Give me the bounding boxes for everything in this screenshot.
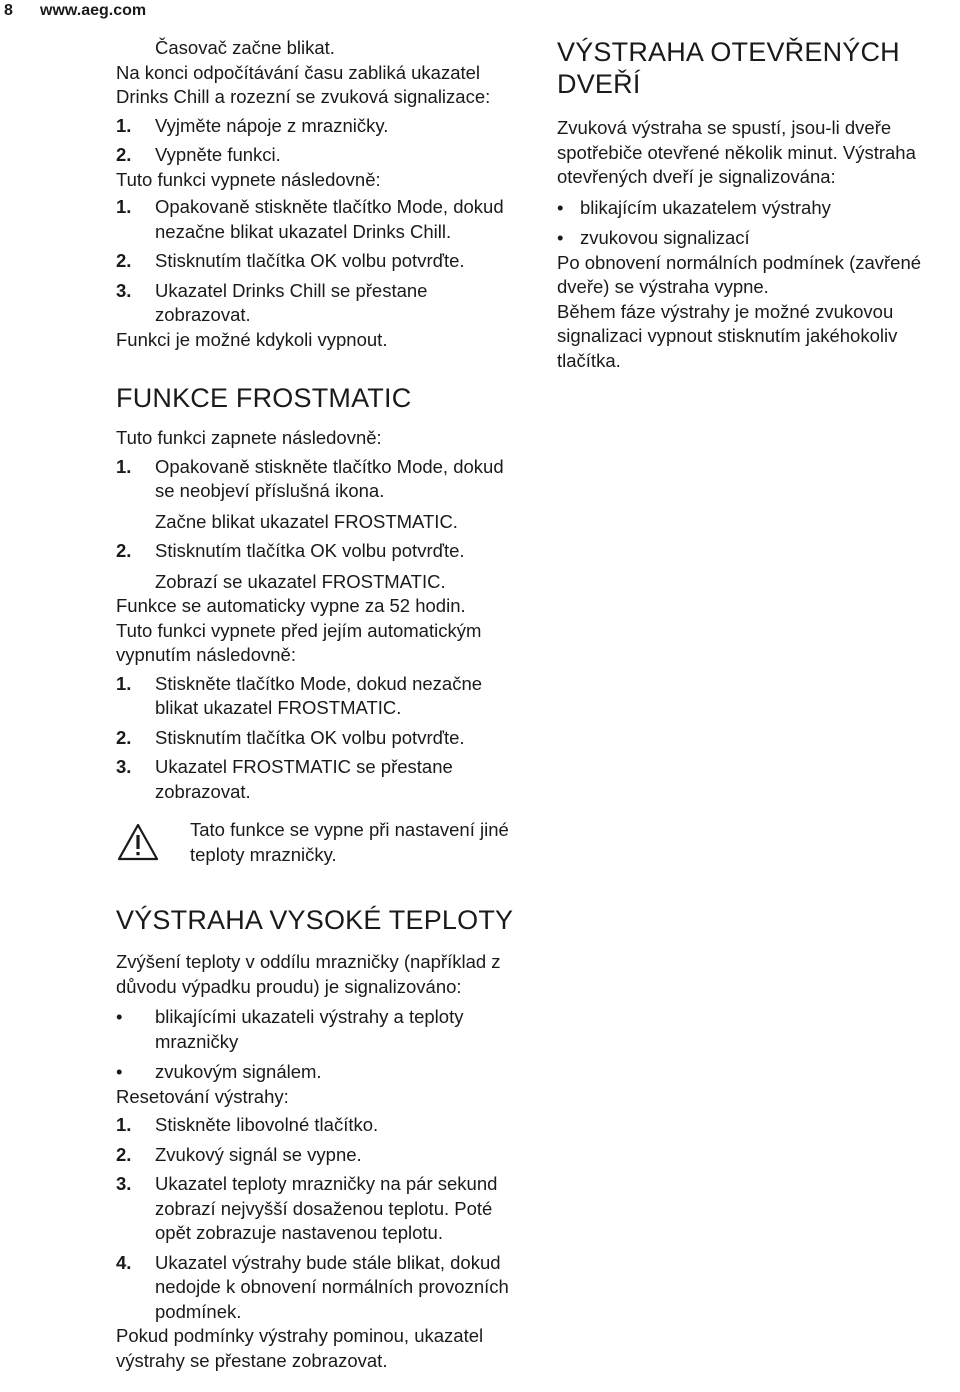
- step-text: Opakovaně stiskněte tlačítko Mode, dokud se neobjeví příslušná ikona.: [155, 455, 504, 501]
- list-item: [557, 196, 952, 221]
- anytime-off-text: Funkci je možné kdykoli vypnout.: [116, 328, 388, 350]
- left-column: [116, 36, 536, 1373]
- list-item: [116, 114, 536, 139]
- step-text: Opakovaně stiskněte tlačítko Mode, dokud nezačne blikat ukazatel Drinks Chill.: [155, 196, 504, 242]
- page-number: 8: [4, 2, 13, 19]
- off-intro-text: Tuto funkci vypnete následovně:: [116, 168, 381, 190]
- step-number: 2.: [116, 144, 132, 165]
- step-number: 2.: [116, 726, 132, 748]
- site-url: www.aeg.com: [40, 2, 147, 19]
- bullet-text: blikajícími ukazateli výstrahy a teploty mrazničky: [155, 1006, 464, 1052]
- step-number: 2.: [116, 540, 132, 561]
- step-number: 1.: [116, 1114, 132, 1135]
- timer-blink-text: Časovač začne blikat.: [155, 37, 335, 58]
- list-item: [116, 249, 536, 274]
- step-text: Ukazatel výstrahy bude stále blikat, dokud nedojde k obnovení normálních provozních podmínek.: [155, 1251, 509, 1322]
- step-text: Ukazatel teploty mrazničky na pár sekund zobrazí nejvyšší dosaženou teplotu. Poté opět zobrazuje nastavenou teplotu.: [155, 1173, 498, 1243]
- step-text: Vypněte funkci.: [155, 144, 281, 165]
- bullet-dot: •: [116, 1061, 123, 1082]
- warning-triangle-icon: [116, 822, 160, 862]
- manual-off-intro: Tuto funkci vypnete před jejím automatickým vypnutím následovně:: [116, 619, 482, 665]
- list-item: [116, 1060, 536, 1085]
- list-item: [116, 195, 515, 244]
- bullet-text: zvukovým signálem.: [155, 1061, 322, 1082]
- door-alarm-intro: Zvuková výstraha se spustí, jsou-li dveře spotřebiče otevřené několik minut. Výstraha otevřených dveří je signalizována:: [557, 117, 916, 187]
- step-note: Začne blikat ukazatel FROSTMATIC.: [155, 510, 458, 532]
- right-column: [557, 36, 952, 373]
- section-title: VÝSTRAHA VYSOKÉ TEPLOTY: [116, 905, 514, 935]
- list-item: [116, 539, 536, 594]
- high-temp-section: [116, 904, 536, 1373]
- step-number: 3.: [116, 279, 132, 301]
- step-number: 4.: [116, 1251, 132, 1273]
- section-title: VÝSTRAHA OTEVŘENÝCH DVEŘÍ: [557, 37, 900, 99]
- step-text: Ukazatel Drinks Chill se přestane zobrazovat.: [155, 279, 428, 325]
- step-text: Stiskněte libovolné tlačítko.: [155, 1114, 379, 1135]
- drinks-chill-section: [116, 36, 536, 352]
- list-item: [116, 1005, 535, 1054]
- countdown-end-text: Na konci odpočítávání času zabliká ukazatel Drinks Chill a rozezní se zvuková signalizace:: [116, 61, 491, 107]
- bullet-text: blikajícím ukazatelem výstrahy: [580, 196, 831, 218]
- door-alarm-restore: Po obnovení normálních podmínek (zavřené dveře) se výstraha vypne.: [557, 251, 922, 297]
- bullet-dot: •: [557, 196, 564, 218]
- reset-intro: Resetování výstrahy:: [116, 1085, 289, 1107]
- step-number: 1.: [116, 455, 132, 477]
- door-alarm-mute: Během fáze výstrahy je možné zvukovou signalizaci vypnout stisknutím jakéhokoliv tlačítka.: [557, 300, 898, 371]
- step-number: 2.: [116, 1143, 132, 1165]
- step-note: Zobrazí se ukazatel FROSTMATIC.: [155, 570, 446, 592]
- auto-off-text: Funkce se automaticky vypne za 52 hodin.: [116, 595, 466, 616]
- step-number: 3.: [116, 1173, 132, 1194]
- step-text: Zvukový signál se vypne.: [155, 1143, 362, 1165]
- list-item: [116, 1143, 536, 1168]
- warning-text: Tato funkce se vypne při nastavení jiné teploty mrazničky.: [190, 819, 509, 865]
- high-temp-intro: Zvýšení teploty v oddílu mrazničky (například z důvodu výpadku proudu) je signalizováno:: [116, 951, 501, 997]
- bullet-dot: •: [116, 1006, 123, 1027]
- list-item: [116, 1251, 515, 1325]
- step-text: Vyjměte nápoje z mrazničky.: [155, 114, 389, 136]
- list-item: [116, 672, 515, 721]
- step-text: Stisknutím tlačítka OK volbu potvrďte.: [155, 540, 465, 561]
- high-temp-outro: Pokud podmínky výstrahy pominou, ukazatel výstrahy se přestane zobrazovat.: [116, 1325, 484, 1371]
- step-text: Stisknutím tlačítka OK volbu potvrďte.: [155, 250, 465, 271]
- list-item: [116, 143, 536, 168]
- on-intro-text: Tuto funkci zapnete následovně:: [116, 427, 382, 448]
- frostmatic-section: [116, 382, 536, 870]
- step-number: 1.: [116, 196, 132, 217]
- list-item: [116, 279, 515, 328]
- step-number: 1.: [116, 114, 132, 136]
- list-item: [116, 455, 515, 535]
- list-item: [116, 755, 515, 804]
- step-number: 1.: [116, 672, 132, 694]
- bullet-text: zvukovou signalizací: [580, 227, 750, 248]
- step-number: 2.: [116, 250, 132, 271]
- step-text: Ukazatel FROSTMATIC se přestane zobrazovat.: [155, 756, 453, 802]
- step-text: Stiskněte tlačítko Mode, dokud nezačne blikat ukazatel FROSTMATIC.: [155, 672, 483, 718]
- list-item: [557, 226, 952, 251]
- bullet-dot: •: [557, 227, 564, 248]
- step-number: 3.: [116, 756, 132, 777]
- list-item: [116, 1113, 536, 1138]
- warning-note: [116, 818, 536, 870]
- list-item: [116, 726, 536, 751]
- step-text: Stisknutím tlačítka OK volbu potvrďte.: [155, 726, 465, 748]
- section-title: FUNKCE FROSTMATIC: [116, 383, 412, 413]
- list-item: [116, 1172, 515, 1246]
